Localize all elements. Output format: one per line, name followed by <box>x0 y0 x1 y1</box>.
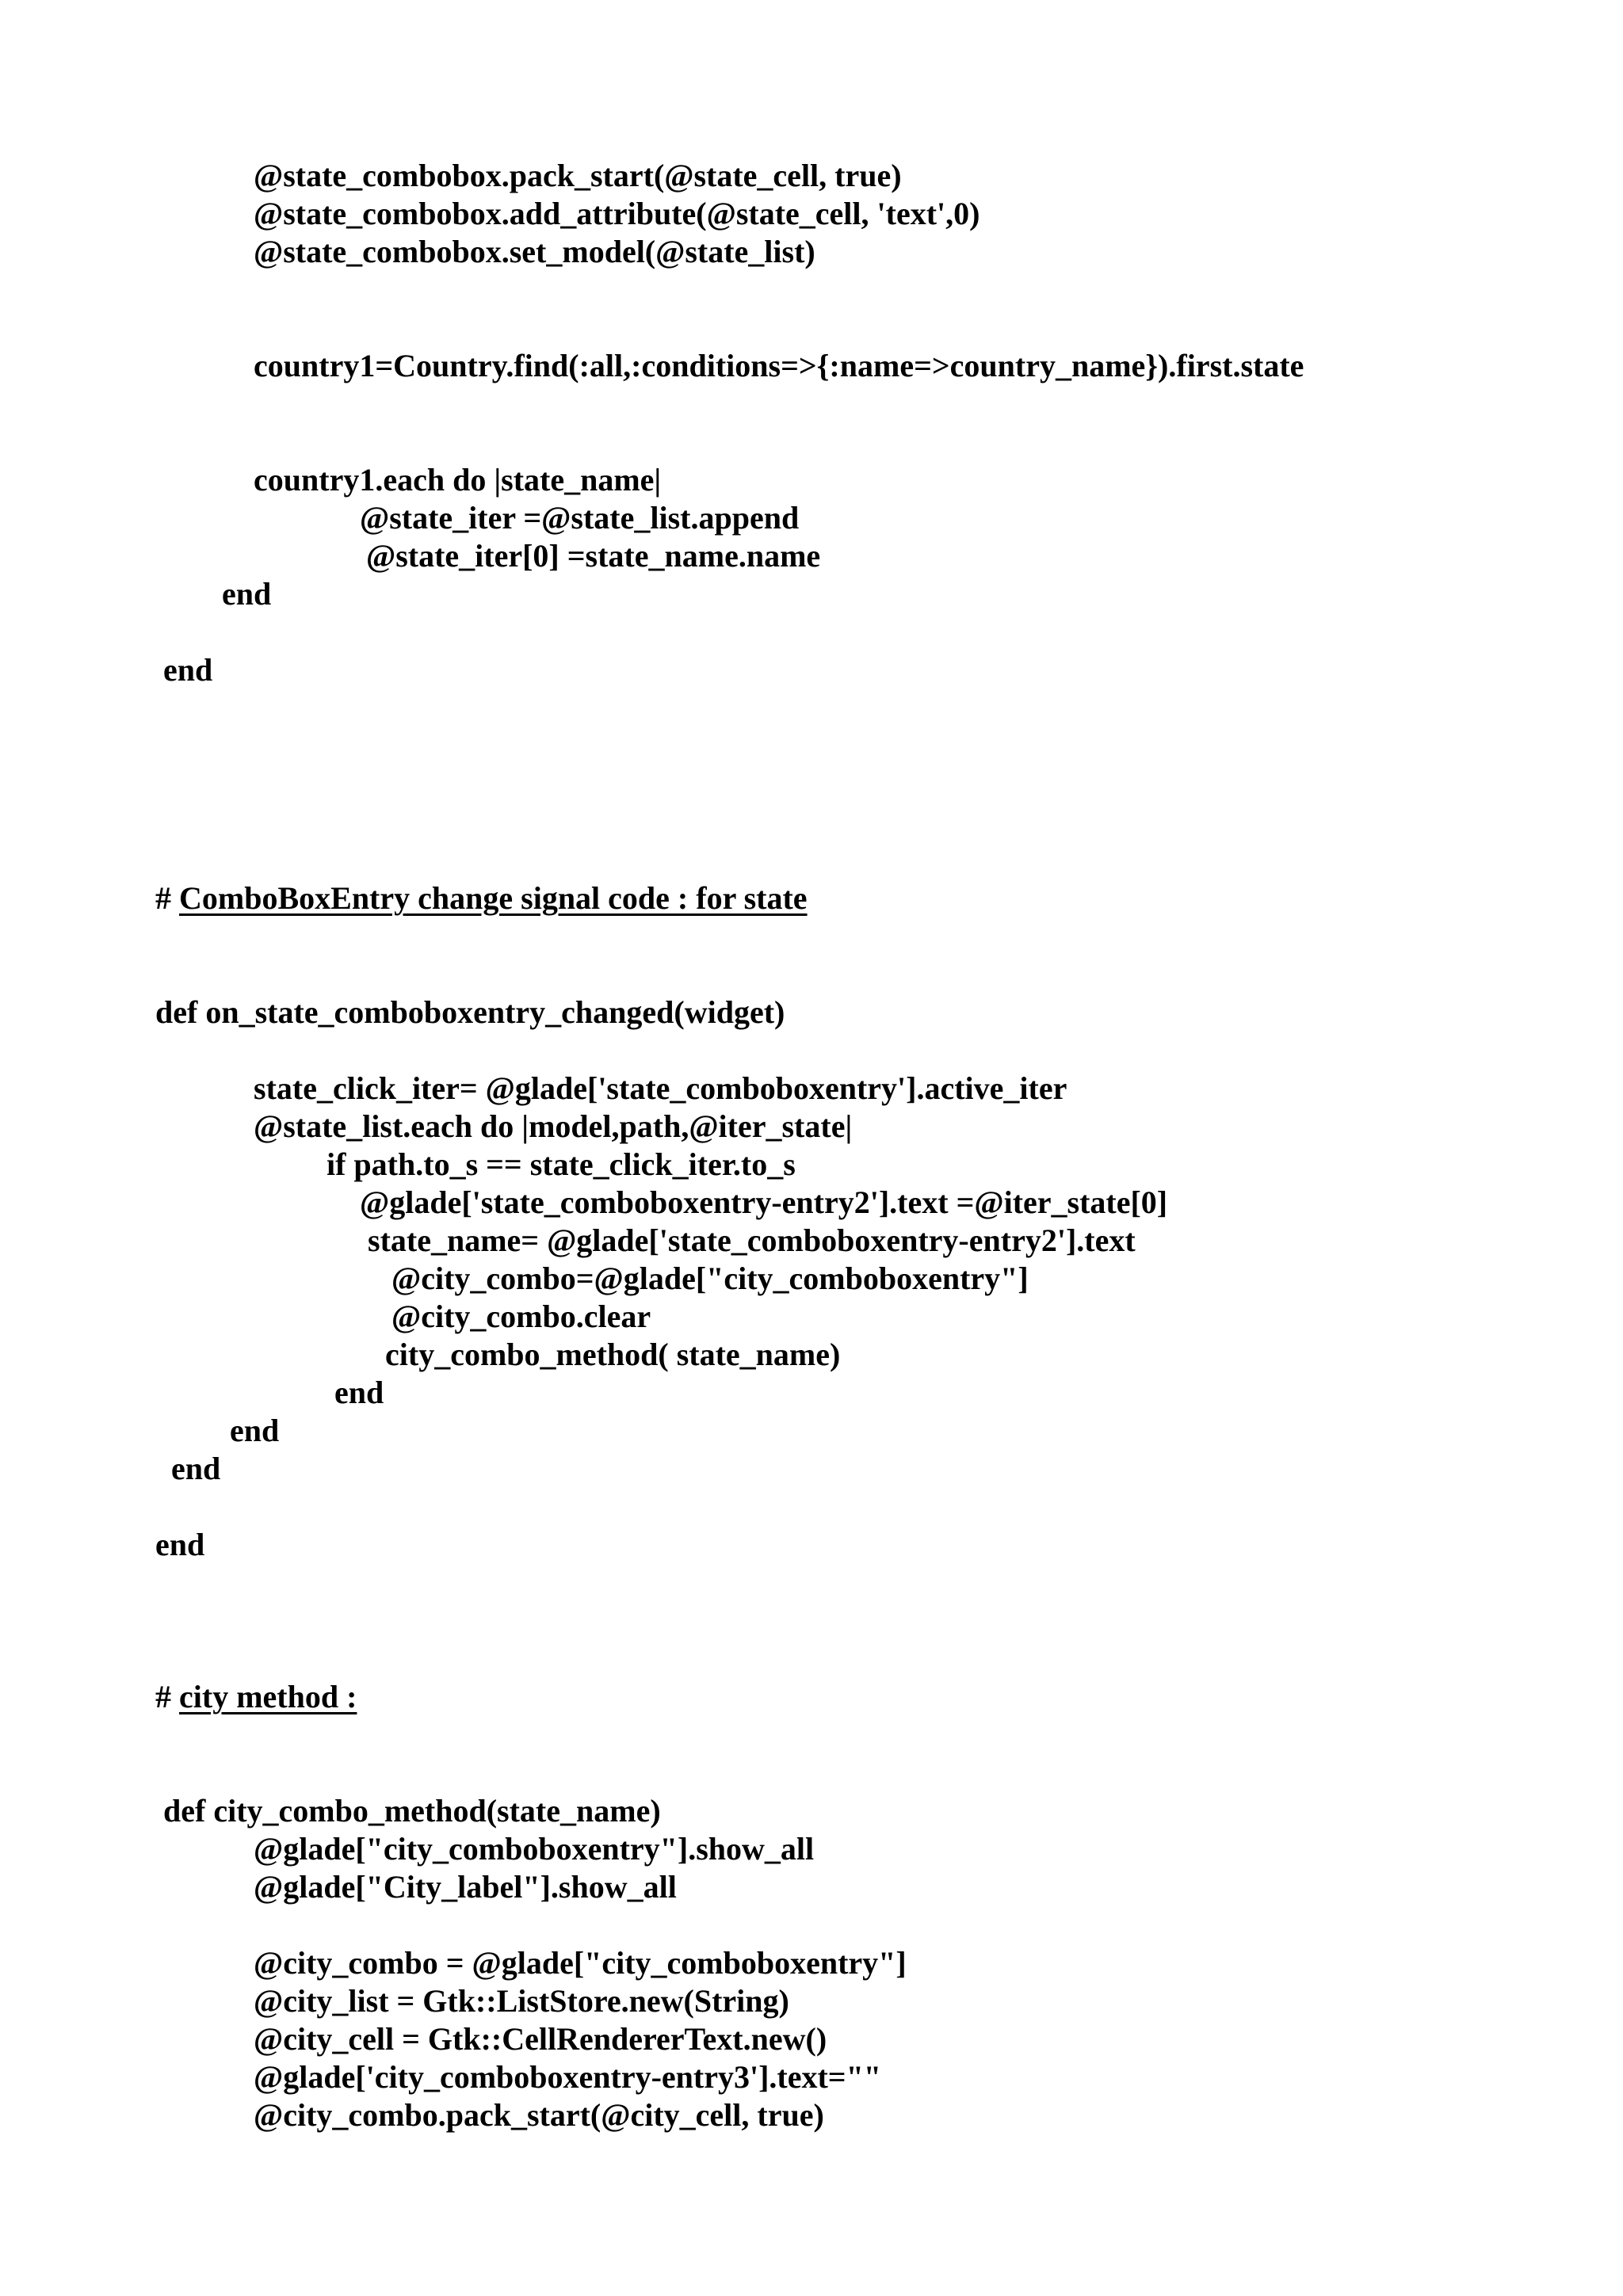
code-line: def city_combo_method(state_name) <box>163 1793 661 1829</box>
code-line: @state_iter =@state_list.append <box>360 500 800 536</box>
code-line: @city_combo.clear <box>391 1299 651 1334</box>
code-line: @glade['state_comboboxentry-entry2'].text =@iter_state[0] <box>360 1184 1168 1220</box>
code-line: @glade["City_label"].show_all <box>254 1869 677 1905</box>
code-line: end <box>171 1451 221 1486</box>
code-line: end <box>163 652 213 688</box>
section-heading-state-signal <box>155 879 808 917</box>
code-line: @city_cell = Gtk::CellRendererText.new() <box>254 2021 827 2057</box>
code-line: end <box>155 1527 205 1562</box>
code-line: def on_state_comboboxentry_changed(widget) <box>155 994 785 1030</box>
code-line: country1.each do |state_name| <box>254 462 662 498</box>
comment-hash: # <box>155 880 179 916</box>
code-line: @city_combo = @glade["city_comboboxentry"] <box>254 1945 907 1981</box>
section-title: ComboBoxEntry change signal code : for state <box>179 880 808 916</box>
code-line: city_combo_method( state_name) <box>385 1337 841 1372</box>
code-line: end <box>230 1413 280 1448</box>
code-line: @city_combo=@glade["city_comboboxentry"] <box>391 1261 1029 1296</box>
code-line: @state_combobox.add_attribute(@state_cell, 'text',0) <box>254 196 980 231</box>
code-line: @state_combobox.pack_start(@state_cell, true) <box>254 158 902 193</box>
section-heading-city-method <box>155 1678 357 1716</box>
comment-hash: # <box>155 1679 179 1714</box>
code-line: @city_combo.pack_start(@city_cell, true) <box>254 2097 824 2133</box>
section-title: city method : <box>179 1679 357 1714</box>
code-line: if path.to_s == state_click_iter.to_s <box>327 1146 796 1182</box>
code-line: state_click_iter= @glade['state_comboboxentry'].active_iter <box>254 1070 1067 1106</box>
code-line: @state_combobox.set_model(@state_list) <box>254 234 815 269</box>
code-line: @city_list = Gtk::ListStore.new(String) <box>254 1983 789 2019</box>
code-line: @state_list.each do |model,path,@iter_state| <box>254 1108 853 1144</box>
code-line: @glade["city_comboboxentry"].show_all <box>254 1831 815 1867</box>
code-line: state_name= @glade['state_comboboxentry-entry2'].text <box>368 1222 1136 1258</box>
code-line: end <box>222 576 272 612</box>
code-line: country1=Country.find(:all,:conditions=>{:name=>country_name}).first.state <box>254 348 1304 383</box>
code-line: end <box>334 1375 384 1410</box>
code-line: @state_iter[0] =state_name.name <box>366 538 821 574</box>
code-line: @glade['city_comboboxentry-entry3'].text="" <box>254 2059 882 2095</box>
